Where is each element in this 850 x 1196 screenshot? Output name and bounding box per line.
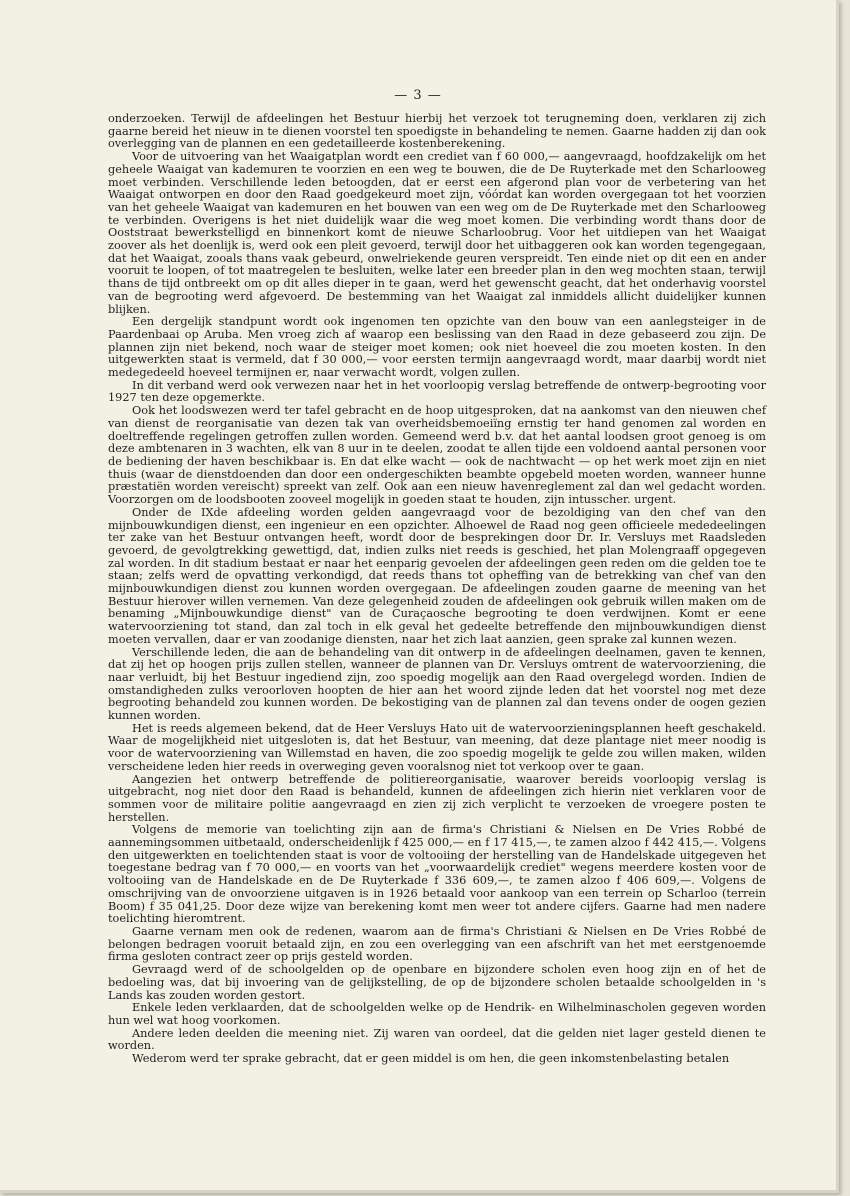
paragraph: Een dergelijk standpunt wordt ook ingenomen ten opzichte van den bouw van een aanlegsteiger in de Paardenbaai op Aruba. Men vroeg zich af waarop een beslissing van den Raad in deze gebaseerd zou zijn. De plannen zijn niet bekend, noch waar de steiger moet komen; ook niet hoeveel die zou moeten kosten. In den uitgewerkten staat is vermeld, dat f 30 000,— voor eersten termijn aangevraagd wordt, maar daarbij wordt niet medegedeeld hoeveel termijnen er, naar verwacht wordt, volgen zullen. (108, 315, 766, 380)
paragraph: Enkele leden verklaarden, dat de schoolgelden welke op de Hendrik- en Wilhelminascholen gegeven worden hun wel wat hoog voorkomen. (108, 1001, 766, 1027)
paragraph: Verschillende leden, die aan de behandeling van dit ontwerp in de afdeelingen deelnamen, gaven te kennen, dat zij het op hoogen prijs zullen stellen, wanneer de plannen van Dr. Versluys omtrent de watervoorziening, die naar verluidt, bij het Bestuur ingediend zijn, zoo spoedig mogelijk aan den Raad overgelegd worden. Indien de omstandigheden zulks veroorloven hoopten de hier aan het woord zijnde leden dat het voorstel nog met deze begrooting behandeld zou kunnen worden. De bekostiging van de plannen zal dan tevens onder de oogen gezien kunnen worden. (108, 645, 766, 723)
paragraph: onderzoeken. Terwijl de afdeelingen het Bestuur hierbij het verzoek tot terugneming doen, verklaren zij zich gaarne bereid het nieuw in te dienen voorstel ten spoedigste in behandeling te nemen. Gaarne hadden zij dan ook overlegging van de plannen en een gedetailleerde kostenberekening. (108, 112, 766, 151)
paragraph: Het is reeds algemeen bekend, dat de Heer Versluys Hato uit de watervoorzieningsplannen heeft geschakeld. Waar de mogelijkheid niet uitgesloten is, dat het Bestuur, van meening, dat deze plantage niet meer noodig is voor de watervoorziening van Willemstad en haven, die zoo spoedig mogelijk te gelde zou willen maken, wilden verscheidene leden hier reeds in overweging geven vooralsnog niet tot verkoop over te gaan. (108, 721, 766, 773)
paragraph: Ook het loodswezen werd ter tafel gebracht en de hoop uitgesproken, dat na aankomst van den nieuwen chef van dienst de reorganisatie van dezen tak van overheidsbemoeiïng ernstig ter hand genomen zal worden en doeltreffende regelingen getroffen zullen worden. Gemeend werd b.v. dat het aantal loodsen groot genoeg is om deze ambtenaren in 3 wachten, elk van 8 uur in te deelen, zoodat te allen tijde een voldoend aantal personen voor de bediening der haven beschikbaar is. En dat elke wacht — ook de nachtwacht — op het werk moet zijn en niet thuis (waar de dienstdoenden dan door een ondergeschikten beambte opgebeld moeten worden, wanneer hunne præstatiën worden vereischt) spreekt van zelf. Ook aan een nieuw havenreglement zal dan wel gedacht worden. Voorzorgen om de loodsbooten zooveel mogelijk in goeden staat te houden, zijn intusscher. urgent. (108, 404, 766, 507)
paragraph: Aangezien het ontwerp betreffende de politiereorganisatie, waarover bereids voorloopig verslag is uitgebracht, nog niet door den Raad is behandeld, kunnen de afdeelingen zich hierin niet verklaren voor de sommen voor de militaire politie aangevraagd en zien zij zich verplicht te verzoeken de vroegere posten te herstellen. (108, 772, 766, 824)
paragraph: Onder de IXde afdeeling worden gelden aangevraagd voor de bezoldiging van den chef van den mijnbouwkundigen dienst, een ingenieur en een opzichter. Alhoewel de Raad nog geen officieele mededeelingen ter zake van het Bestuur ontvangen heeft, wordt door de besprekingen door Dr. Ir. Versluys met Raadsleden gevoerd, de gevolgtrekking gewettigd, dat, indien zulks niet reeds is geschied, het plan Molengraaff opgegeven zal worden. In dit stadium bestaat er naar het eenparig gevoelen der afdeelingen geen reden om die gelden toe te staan; zelfs werd de opvatting verkondigd, dat reeds thans tot opheffing van de betrekking van chef van den mijnbouwkundigen dienst zou kunnen worden overgegaan. De afdeelingen zouden gaarne de meening van het Bestuur hierover willen vernemen. Van deze gelegenheid zouden de afdeelingen ook gebruik willen maken om de benaming „Mijnbouwkundige dienst" van de Curaçaosche begrooting te doen verdwijnen. Komt er eene watervoorziening tot stand, dan zal toch in elk geval het gedeelte betreffende den mijnbouwkundigen dienst moeten vervallen, daar er van zoodanige diensten, naar het zich laat aanzien, geen sprake zal kunnen wezen. (108, 505, 766, 646)
paragraph: In dit verband werd ook verwezen naar het in het voorloopig verslag betreffende de ontwerp-begrooting voor 1927 ten deze opgemerkte. (108, 378, 766, 405)
paragraph: Voor de uitvoering van het Waaigatplan wordt een crediet van f 60 000,— aangevraagd, hoofdzakelijk om het geheele Waaigat van kademuren te voorzien en een weg te bouwen, die de De Ruyterkade met den Scharlooweg moet verbinden. Verschillende leden betoogden, dat er eerst een afgerond plan voor de verbetering van het Waaigat ontworpen en door den Raad goedgekeurd moet zijn, vóórdat kan worden overgegaan tot het voorzien van het geheele Waaigat van kademuren en het bouwen van een weg om de De Ruyterkade met den Scharlooweg te verbinden. Overigens is het niet duidelijk waar die weg moet komen. Die verbinding wordt thans door de Ooststraat bewerkstelligd en binnenkort komt de nieuwe Scharloobrug. Voor het uitdiepen van het Waaigat zoover als het doenlijk is, werd ook een pleit gevoerd, terwijl door het uitbaggeren ook kan worden tegengegaan, dat het Waaigat, zooals thans vaak gebeurd, onwelriekende geuren verspreidt. Ten einde niet op dit een en ander vooruit te loopen, of tot maatregelen te besluiten, welke later een breeder plan in den weg mochten staan, terwijl thans de tijd ontbreekt om op dit alles dieper in te gaan, werd het gewenscht geacht, dat het onderhavig voorstel van de begrooting werd afgevoerd. De bestemming van het Waaigat zal inmiddels allicht duidelijker kunnen blijken. (108, 150, 766, 316)
paragraph: Wederom werd ter sprake gebracht, dat er geen middel is om hen, die geen inkomstenbelasting betalen (132, 1052, 730, 1066)
body-text (108, 113, 766, 1066)
paragraph: Gevraagd werd of de schoolgelden op de openbare en bijzondere scholen even hoog zijn en of het de bedoeling was, dat bij invoering van de gelijkstelling, de op de bijzondere scholen betaalde schoolgelden in 's Lands kas zouden worden gestort. (108, 963, 766, 1002)
paragraph: Volgens de memorie van toelichting zijn aan de firma's Christiani & Nielsen en De Vries Robbé de aannemingsommen uitbetaald, onderscheidenlijk f 425 000,— en f 17 415,—, te zamen alzoo f 442 415,—. Volgens den uitgewerkten en toelichtenden staat is voor de voltooiing der herstelling van de Handelskade uitgegeven het toegestane bedrag van f 70 000,— en voorts van het „voorwaardelijk crediet" wegens meerdere kosten voor de voltooiing van de Handelskade en de De Ruyterkade f 336 609,—, te zamen alzoo f 406 609,—. Volgens de omschrijving van de onvoorziene uitgaven is in 1926 betaald voor aankoop van een terrein op Scharloo (terrein Boom) f 35 041,25. Door deze wijze van berekening komt men weer tot andere cijfers. Gaarne had men nadere toelichting hieromtrent. (108, 823, 766, 926)
page-number: — 3 — (394, 88, 442, 103)
paragraph: Gaarne vernam men ook de redenen, waarom aan de firma's Christiani & Nielsen en De Vries Robbé de belongen bedragen vooruit betaald zijn, en zou een overlegging van een afschrift van het met eerstgenoemde firma gesloten contract zeer op prijs gesteld worden. (108, 925, 766, 964)
paragraph: Andere leden deelden die meening niet. Zij waren van oordeel, dat die gelden niet lager gesteld dienen te worden. (108, 1026, 766, 1053)
